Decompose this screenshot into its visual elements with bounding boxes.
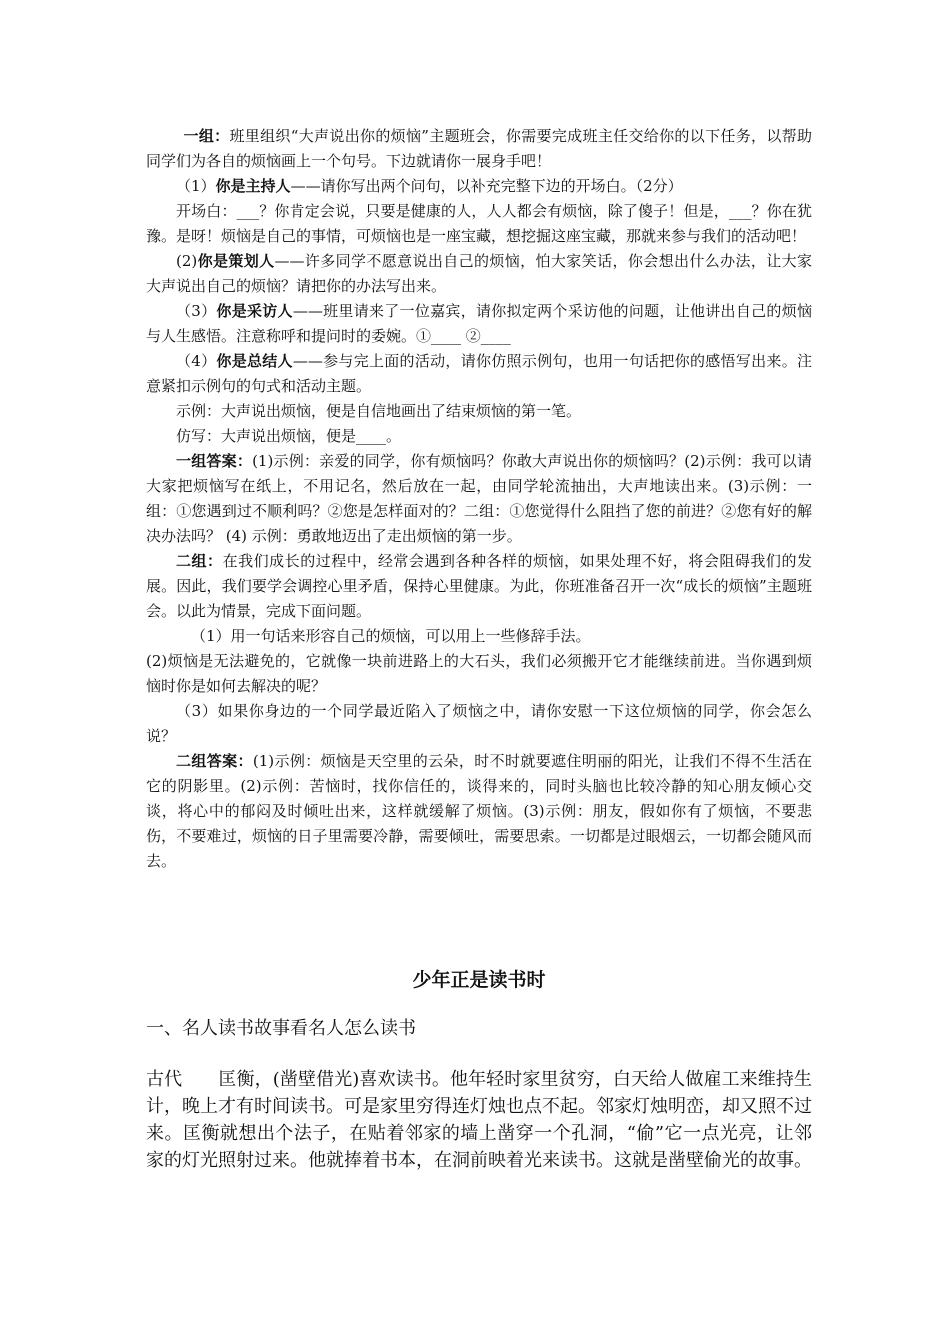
- group2-intro: [146, 549, 812, 624]
- group1-question-1: [146, 174, 812, 199]
- group1-answer: [146, 449, 812, 549]
- reading-heading: 一、名人读书故事看名人怎么读书: [146, 1018, 416, 1039]
- question-number: （3）: [176, 302, 217, 320]
- group2-intro-text: 在我们成长的过程中，经常会遇到各种各样的烦恼，如果处理不好，将会阻碍我们的发展。因此，我们要学会调控心里矛盾，保持心里健康。为此，你班准备召开一次“成长的烦恼”主题班会。以此为情景，完成下面问题。: [146, 552, 812, 620]
- question-text: ——请你写出两个问句，以补充完整下边的开场白。（2分）: [290, 177, 683, 195]
- reading-story: 古代 匡衡，(凿壁借光)喜欢读书。他年轻时家里贫穷，白天给人做雇工来维持生计，晚上才有时间读书。可是家里穷得连灯烛也点不起。邻家灯烛明峦，却又照不过来。匡衡就想出个法子，在贴着邻家的墙上凿穿一个孔洞，“偷”它一点光亮，让邻家的灯光照射过来。他就捧着书本，在洞前映着光来读书。这就是凿壁偷光的故事。: [146, 1069, 812, 1171]
- question-number: （4）: [176, 352, 217, 370]
- role-interviewer: 你是采访人: [216, 302, 293, 320]
- worksheet-section: [146, 124, 812, 874]
- question-text: ——许多同学不愿意说出自己的烦恼，怕大家笑话，你会想出什么办法，让大家大声说出自己的烦恼？请把你的办法写出来。: [146, 252, 812, 295]
- group1-opening-remarks: 开场白：___？你肯定会说，只要是健康的人，人人都会有烦恼，除了傻子！但是，___？你在犹豫。是呀！烦恼是自己的事情，可烦恼也是一座宝藏，想挖掘这座宝藏，那就来参与我们的活动吧！: [146, 202, 812, 245]
- group1-intro: [146, 124, 812, 174]
- group1-imitation: 仿写：大声说出烦恼，便是____。: [176, 427, 402, 445]
- group1-question-4: [146, 349, 812, 399]
- question-number: （1）: [176, 177, 216, 195]
- role-host: 你是主持人: [215, 177, 291, 195]
- question-text: ——参与完上面的活动，请你仿照示例句，也用一句话把你的感悟写出来。注意紧扣示例句的句式和活动主题。: [146, 352, 812, 395]
- group2-answer: [146, 749, 812, 874]
- question-text: ——班里请来了一位嘉宾，请你拟定两个采访他的问题，让他讲出自己的烦恼与人生感悟。注意称呼和提问时的委婉。①____ ②____: [146, 302, 812, 345]
- group2-answer-label: 二组答案：: [176, 752, 253, 770]
- group1-question-3: [146, 299, 812, 349]
- group1-intro-text: 班里组织“大声说出你的烦恼”主题班会，你需要完成班主任交给你的以下任务，以帮助同学们为各自的烦恼画上一个句号。下边就请你一展身手吧！: [146, 127, 812, 170]
- question-number: (2): [176, 252, 198, 270]
- group2-label: 二组：: [176, 552, 223, 570]
- role-planner: 你是策划人: [197, 252, 275, 270]
- reading-title: 少年正是读书时: [412, 969, 546, 991]
- group1-label: 一组：: [183, 127, 230, 145]
- group1-example: 示例：大声说出烦恼，便是自信地画出了结束烦恼的第一笔。: [176, 402, 582, 420]
- group2-question-1: （1）用一句话来形容自己的烦恼，可以用上一些修辞手法。: [191, 627, 591, 645]
- group2-question-2: (2)烦恼是无法避免的，它就像一块前进路上的大石头，我们必须搬开它才能继续前进。当你遇到烦恼时你是如何去解决的呢？: [146, 652, 812, 695]
- group2-question-3: （3）如果你身边的一个同学最近陷入了烦恼之中，请你安慰一下这位烦恼的同学，你会怎么说？: [146, 702, 812, 745]
- role-summarizer: 你是总结人: [216, 352, 293, 370]
- group1-answer-label: 一组答案：: [176, 452, 253, 470]
- group1-answer-text: (1)示例：亲爱的同学，你有烦恼吗？你敢大声说出你的烦恼吗？(2)示例：我可以请大家把烦恼写在纸上，不用记名，然后放在一起，由同学轮流抽出，大声地读出来。(3)示例：一组：①您遇到过不顺利吗？②您是怎样面对的？二组：①您觉得什么阻挡了您的前进？②您有好的解决办法吗？ (4) 示例：勇敢地迈出了走出烦恼的第一步。: [146, 452, 812, 545]
- group1-question-2: [146, 249, 812, 299]
- group2-answer-text: (1)示例：烦恼是天空里的云朵，时不时就要遮住明丽的阳光，让我们不得不生活在它的阴影里。(2)示例：苦恼时，找你信任的，谈得来的，同时头脑也比较冷静的知心朋友倾心交谈，将心中的郁闷及时倾吐出来，这样就缓解了烦恼。(3)示例：朋友，假如你有了烦恼，不要悲伤，不要难过，烦恼的日子里需要冷静，需要倾吐，需要思索。一切都是过眼烟云，一切都会随风而去。: [146, 752, 812, 870]
